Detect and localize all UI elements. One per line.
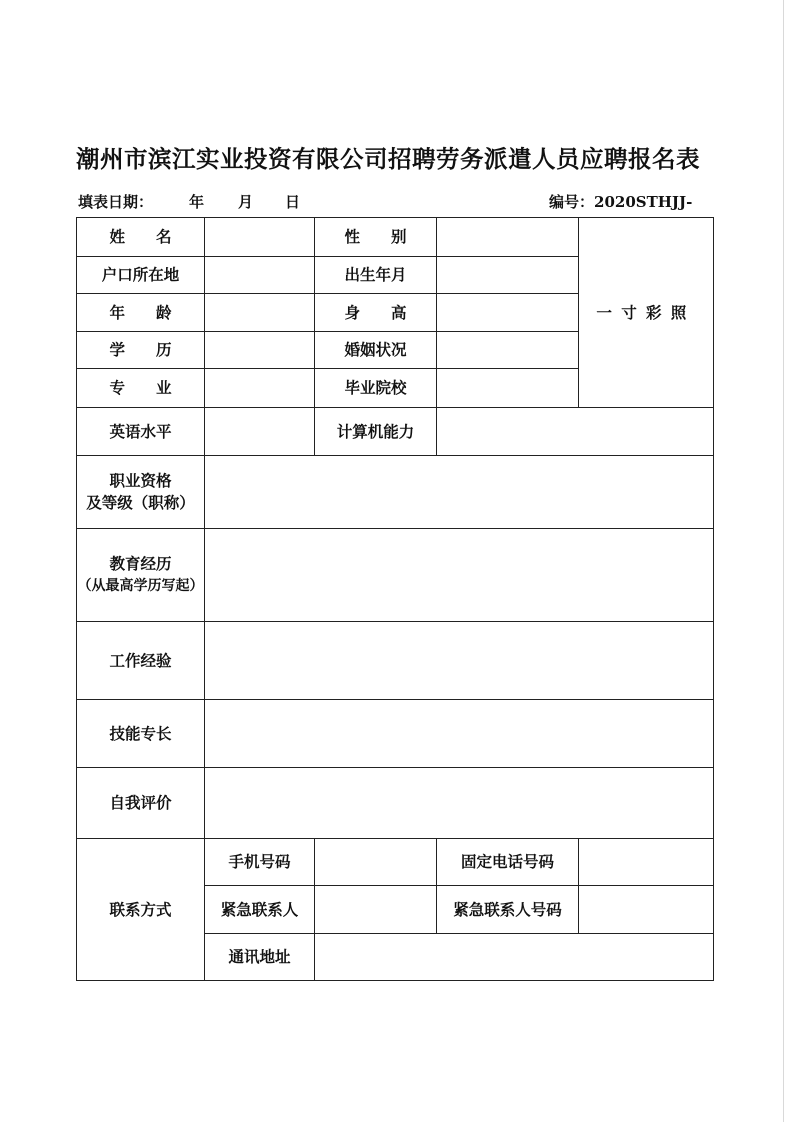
input-education[interactable] <box>204 331 314 368</box>
input-mobile[interactable] <box>314 838 436 885</box>
label-english: 英语水平 <box>76 407 204 455</box>
input-height[interactable] <box>436 293 578 331</box>
label-emergency-contact: 紧急联系人 <box>204 885 314 933</box>
page-edge-line <box>783 0 784 1122</box>
label-work: 工作经验 <box>76 621 204 699</box>
input-hukou[interactable] <box>204 256 314 293</box>
input-school[interactable] <box>436 368 578 407</box>
serial-label: 编号： <box>549 193 595 211</box>
serial-value: 2020STHJJ- <box>594 193 693 211</box>
input-landline[interactable] <box>578 838 714 885</box>
qualification-line1: 职业资格 <box>109 471 172 490</box>
label-age: 年 龄 <box>76 293 204 331</box>
input-english[interactable] <box>204 407 314 455</box>
label-edu-history <box>76 528 204 621</box>
label-gender: 性 别 <box>314 217 436 256</box>
label-contact: 联系方式 <box>76 838 204 981</box>
label-emergency-phone: 紧急联系人号码 <box>436 885 578 933</box>
photo-box[interactable] <box>578 217 714 407</box>
label-hukou: 户口所在地 <box>76 256 204 293</box>
input-work[interactable] <box>204 621 714 699</box>
input-computer[interactable] <box>436 407 714 455</box>
fill-date-label: 填表日期： <box>78 193 154 211</box>
label-marital: 婚姻状况 <box>314 331 436 368</box>
input-marital[interactable] <box>436 331 578 368</box>
label-height: 身 高 <box>314 293 436 331</box>
input-emergency-contact[interactable] <box>314 885 436 933</box>
label-self-eval: 自我评价 <box>76 767 204 838</box>
edu-history-line2: （从最高学历写起） <box>77 578 204 594</box>
photo-label: 一寸彩照 <box>596 302 696 322</box>
input-skills[interactable] <box>204 699 714 767</box>
serial-number <box>549 191 692 212</box>
label-mobile: 手机号码 <box>204 838 314 885</box>
label-qualification <box>76 455 204 528</box>
fill-date-day: 日 <box>285 193 301 211</box>
label-skills: 技能专长 <box>76 699 204 767</box>
form-title: 潮州市滨江实业投资有限公司招聘劳务派遣人员应聘报名表 <box>76 145 700 173</box>
input-address[interactable] <box>314 933 714 981</box>
input-qualification[interactable] <box>204 455 714 528</box>
label-school: 毕业院校 <box>314 368 436 407</box>
input-emergency-phone[interactable] <box>578 885 714 933</box>
label-major: 专 业 <box>76 368 204 407</box>
input-gender[interactable] <box>436 217 578 256</box>
label-landline: 固定电话号码 <box>436 838 578 885</box>
label-name: 姓 名 <box>76 217 204 256</box>
qualification-line2: 及等级（职称） <box>86 493 195 512</box>
edu-history-line1: 教育经历 <box>109 554 172 573</box>
application-form <box>76 217 714 981</box>
input-name[interactable] <box>204 217 314 256</box>
label-birth: 出生年月 <box>314 256 436 293</box>
input-age[interactable] <box>204 293 314 331</box>
input-birth[interactable] <box>436 256 578 293</box>
fill-date-year: 年 <box>189 193 205 211</box>
input-major[interactable] <box>204 368 314 407</box>
label-computer: 计算机能力 <box>314 407 436 455</box>
label-address: 通讯地址 <box>204 933 314 981</box>
input-self-eval[interactable] <box>204 767 714 838</box>
label-education: 学 历 <box>76 331 204 368</box>
fill-date-month: 月 <box>238 193 254 211</box>
input-edu-history[interactable] <box>204 528 714 621</box>
